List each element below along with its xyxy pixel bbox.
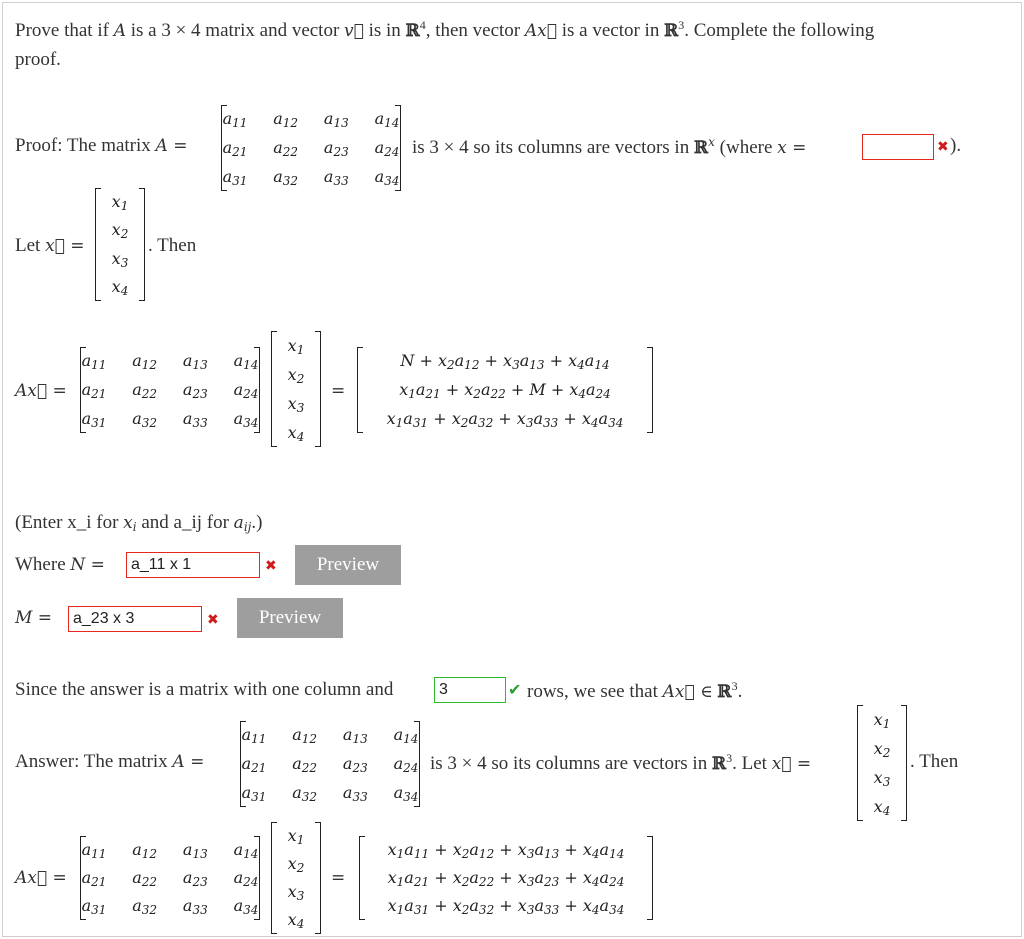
bracket-right — [139, 188, 145, 301]
hint-text: (Enter x_i for $x_i$ and a_ij for $a_{ij}$.) — [15, 512, 263, 534]
matrix-cell: $x_2$ — [287, 364, 305, 386]
matrix-cell: $x_3$ — [287, 393, 305, 415]
matrix-cell: $a_{13}$ — [182, 351, 208, 373]
answer-then: . Then — [910, 751, 959, 772]
matrix-cell: $a_{12}$ — [292, 725, 318, 747]
matrix-cell: $x_1a_{21} + x_2a_{22} + x_3a_{23} + x_4a_{24}$ — [387, 868, 625, 889]
bracket-left — [271, 822, 277, 934]
since-text-2: rows, we see that Ax⃗ ∈ ℝ$^3$. — [527, 679, 743, 702]
matrix-cell: $x_2$ — [287, 854, 305, 875]
let-label: Let x⃗ = — [15, 235, 85, 256]
bracket-left — [357, 347, 363, 433]
M-label: M = — [15, 608, 53, 628]
matrix-cell: $a_{31}$ — [81, 408, 107, 430]
matrix-cell: $a_{33}$ — [182, 896, 208, 917]
matrix-cell: $x_4$ — [873, 796, 891, 818]
rows-input[interactable]: 3 — [434, 677, 506, 703]
matrix-cell: $a_{14}$ — [233, 840, 259, 861]
matrix-cell: $a_{11}$ — [81, 351, 107, 373]
matrix-cell: $a_{11}$ — [81, 840, 107, 861]
bracket-left — [857, 705, 863, 821]
matrix-cell: $a_{32}$ — [132, 896, 158, 917]
question-line-1: Prove that if A is a 3 × 4 matrix and vector v⃗ is in ℝ$^4$, then vector Ax⃗ is a vector in ℝ$^3$. Complete the following — [15, 18, 875, 41]
bracket-right — [647, 836, 653, 920]
product-lhs: Ax⃗ = — [15, 381, 67, 401]
matrix-cell: $a_{33}$ — [323, 166, 349, 188]
matrix-cell: $x_1$ — [111, 192, 129, 214]
matrix-cell: $a_{34}$ — [374, 166, 400, 188]
matrix-cell: $N + x_2a_{12} + x_3a_{13} + x_4a_{14}$ — [400, 351, 610, 373]
matrix-A-proof — [221, 105, 401, 191]
preview-N-button[interactable]: Preview — [295, 545, 401, 585]
answer-columns-text: is 3 × 4 so its columns are vectors in ℝ$^3$. Let x⃗ = — [430, 751, 812, 774]
matrix-cell: $a_{34}$ — [233, 896, 259, 917]
matrix-cell: $a_{34}$ — [393, 782, 419, 804]
matrix-cell: $a_{21}$ — [222, 138, 248, 159]
matrix-cell: $a_{24}$ — [393, 754, 419, 775]
matrix-cell: $x_3$ — [287, 882, 305, 903]
N-input[interactable]: a_11 x 1 — [126, 552, 260, 578]
matrix-cell: $a_{22}$ — [273, 138, 299, 159]
matrix-cell: $a_{24}$ — [233, 380, 259, 401]
bracket-left — [359, 836, 365, 920]
matrix-cell: $x_1a_{11} + x_2a_{12} + x_3a_{13} + x_4a_{14}$ — [387, 840, 625, 861]
matrix-cell: $a_{32}$ — [292, 782, 318, 804]
matrix-cell: $x_1a_{31} + x_2a_{32} + x_3a_{33} + x_4a_{34}$ — [386, 408, 624, 430]
matrix-cell: $a_{21}$ — [81, 380, 107, 401]
correct-check-icon: ✔ — [508, 680, 522, 699]
matrix-cell: $a_{23}$ — [182, 868, 208, 889]
matrix-A-answer-product — [80, 836, 260, 920]
matrix-cell: $x_1$ — [873, 709, 891, 731]
bracket-right — [901, 705, 907, 821]
matrix-cell: $x_3$ — [873, 767, 891, 789]
bracket-left — [95, 188, 101, 301]
where-N-label: Where N = — [15, 554, 105, 575]
error-x-icon: ✖ — [937, 139, 949, 155]
matrix-cell: $a_{23}$ — [342, 754, 368, 775]
matrix-cell: $a_{14}$ — [374, 109, 400, 131]
matrix-cell: $x_4$ — [287, 910, 305, 931]
M-input[interactable]: a_23 x 3 — [68, 606, 202, 632]
matrix-cell: $a_{24}$ — [374, 138, 400, 159]
matrix-cell: $a_{14}$ — [393, 725, 419, 747]
matrix-A-product — [80, 347, 260, 433]
bracket-right — [315, 331, 321, 447]
let-then: . Then — [148, 235, 197, 256]
x-dimension-input[interactable] — [862, 134, 934, 160]
matrix-cell: $a_{22}$ — [132, 380, 158, 401]
matrix-cell: $a_{32}$ — [273, 166, 299, 188]
matrix-cell: $a_{12}$ — [132, 840, 158, 861]
answer-label: Answer: The matrix A = — [15, 751, 205, 772]
product-result-vector — [357, 347, 653, 433]
matrix-cell: $a_{21}$ — [81, 868, 107, 889]
bracket-left — [271, 331, 277, 447]
preview-M-button[interactable]: Preview — [237, 598, 343, 638]
matrix-A-answer — [240, 721, 420, 807]
matrix-cell: $a_{21}$ — [241, 754, 267, 775]
proof-close: ). — [950, 135, 962, 156]
matrix-cell: $a_{33}$ — [342, 782, 368, 804]
matrix-cell: $x_2$ — [873, 738, 891, 760]
matrix-cell: $x_1a_{21} + x_2a_{22} + M + x_4a_{24}$ — [399, 380, 611, 401]
matrix-cell: $a_{31}$ — [222, 166, 248, 188]
matrix-cell: $x_1$ — [287, 826, 305, 847]
answer-product-eq: = — [331, 868, 346, 888]
matrix-cell: $a_{22}$ — [292, 754, 318, 775]
matrix-cell: $a_{14}$ — [233, 351, 259, 373]
matrix-cell: $a_{23}$ — [323, 138, 349, 159]
matrix-cell: $x_4$ — [287, 422, 305, 444]
matrix-cell: $a_{12}$ — [273, 109, 299, 131]
matrix-cell: $a_{13}$ — [182, 840, 208, 861]
proof-label: Proof: The matrix A = — [15, 135, 188, 156]
bracket-right — [315, 822, 321, 934]
answer-result-vector — [359, 836, 653, 920]
since-text-1: Since the answer is a matrix with one column and — [15, 679, 394, 700]
matrix-cell: $x_4$ — [111, 276, 129, 298]
matrix-cell: $x_3$ — [111, 248, 129, 270]
proof-columns-text: is 3 × 4 so its columns are vectors in ℝ$^x$ (where x = — [412, 135, 807, 158]
matrix-cell: $a_{13}$ — [323, 109, 349, 131]
matrix-cell: $x_1a_{31} + x_2a_{32} + x_3a_{33} + x_4a_{34}$ — [387, 896, 625, 917]
matrix-cell: $a_{13}$ — [342, 725, 368, 747]
error-M-icon: ✖ — [207, 612, 219, 628]
matrix-cell: $a_{23}$ — [182, 380, 208, 401]
question-line-2: proof. — [15, 49, 61, 70]
matrix-cell: $a_{33}$ — [182, 408, 208, 430]
matrix-cell: $x_1$ — [287, 335, 305, 357]
matrix-cell: $a_{11}$ — [241, 725, 267, 747]
product-eq: = — [331, 381, 346, 401]
bracket-right — [647, 347, 653, 433]
answer-product-lhs: Ax⃗ = — [15, 868, 67, 888]
vector-x-answer-product — [271, 822, 321, 934]
matrix-cell: $a_{31}$ — [81, 896, 107, 917]
vector-x-let — [95, 188, 145, 301]
vector-x-answer — [857, 705, 907, 821]
error-N-icon: ✖ — [265, 558, 277, 574]
matrix-cell: $x_2$ — [111, 220, 129, 242]
matrix-cell: $a_{24}$ — [233, 868, 259, 889]
matrix-cell: $a_{22}$ — [132, 868, 158, 889]
matrix-cell: $a_{32}$ — [132, 408, 158, 430]
matrix-cell: $a_{12}$ — [132, 351, 158, 373]
matrix-cell: $a_{11}$ — [222, 109, 248, 131]
vector-x-product — [271, 331, 321, 447]
matrix-cell: $a_{31}$ — [241, 782, 267, 804]
matrix-cell: $a_{34}$ — [233, 408, 259, 430]
